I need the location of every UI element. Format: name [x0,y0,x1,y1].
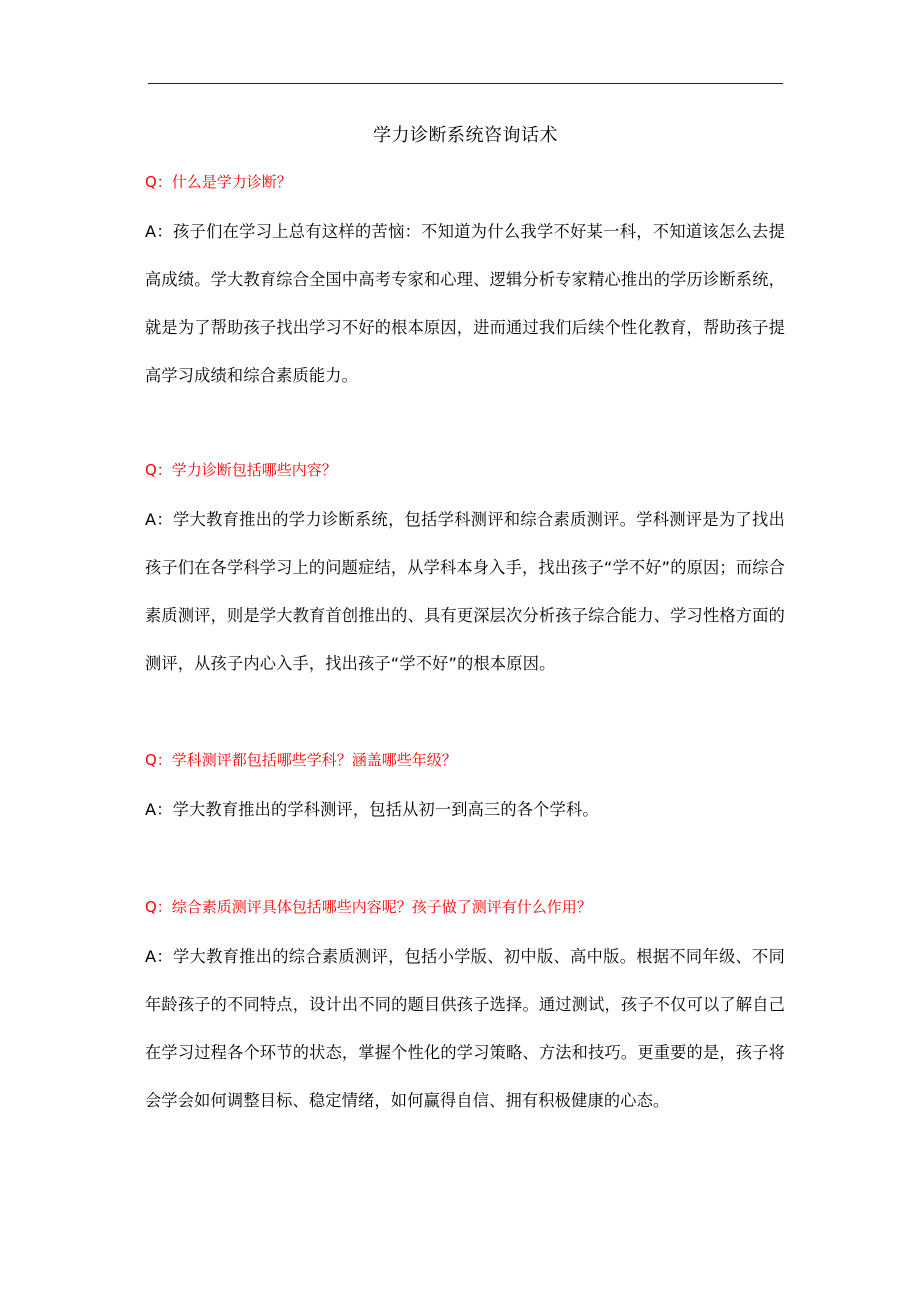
answer-text: A：孩子们在学习上总有这样的苦恼：不知道为什么我学不好某一科，不知道该怎么去提高成绩。学大教育综合全国中高考专家和心理、逻辑分析专家精心推出的学历诊断系统，就是为了帮助孩子找出学习不好的根本原因，进而通过我们后续个性化教育，帮助孩子提高学习成绩和综合素质能力。 [145,222,785,385]
page-title: 学力诊断系统咨询话术 [373,125,558,146]
qa-item [145,750,785,834]
answer-text: A：学大教育推出的学力诊断系统，包括学科测评和综合素质测评。学科测评是为了找出孩子们在各学科学习上的问题症结，从学科本身入手，找出孩子“学不好”的原因；而综合素质测评，则是学大教育首创推出的、具有更深层次分析孩子综合能力、学习性格方面的测评，从孩子内心入手，找出孩子“学不好”的根本原因。 [145,510,785,673]
qa-item [145,172,785,400]
question-text: Q：学科测评都包括哪些学科？涵盖哪些年级？ [145,751,457,769]
answer-text: A：学大教育推出的综合素质测评，包括小学版、初中版、高中版。根据不同年级、不同年龄孩子的不同特点，设计出不同的题目供孩子选择。通过测试，孩子不仅可以了解自己在学习过程各个环节的状态，掌握个性化的学习策略、方法和技巧。更重要的是，孩子将会学会如何调整目标、稳定情绪，如何赢得自信、拥有积极健康的心态。 [145,947,785,1110]
question-text: Q：综合素质测评具体包括哪些内容呢？孩子做了测评有什么作用？ [145,898,592,916]
question-text: Q：什么是学力诊断？ [145,173,292,191]
qa-item [145,460,785,688]
answer-text: A：学大教育推出的学科测评，包括从初一到高三的各个学科。 [145,800,599,819]
qa-item [145,897,785,1125]
header-rule [148,83,783,84]
question-text: Q：学力诊断包括哪些内容？ [145,461,337,479]
